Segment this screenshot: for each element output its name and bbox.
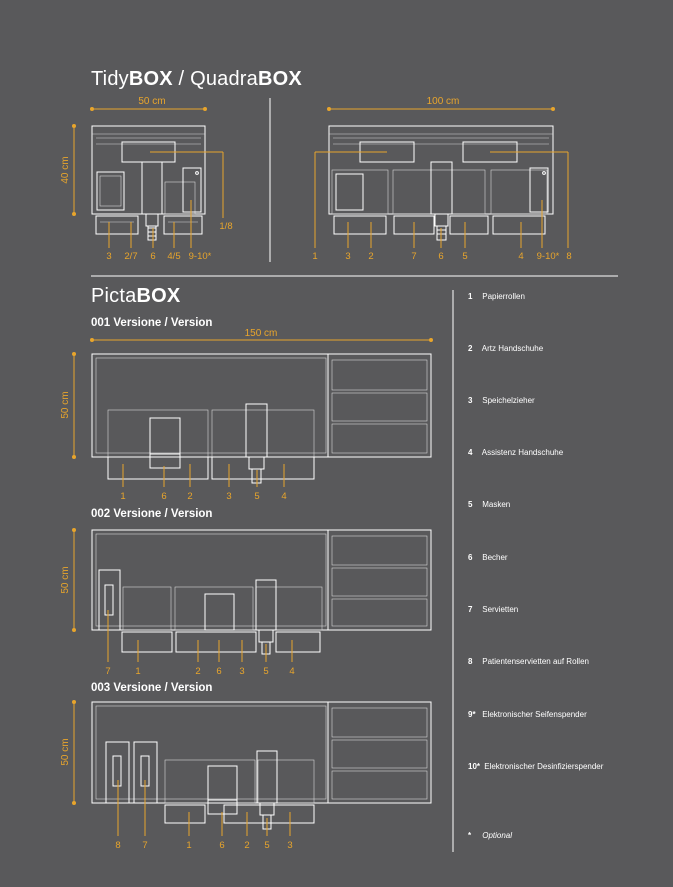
callout: 8 (115, 840, 121, 851)
callout: 2 (187, 491, 193, 502)
legend-item: 8 Patientenservietten auf Rollen (468, 657, 589, 666)
legend-item: 6 Becher (468, 553, 508, 562)
picta-002-drawing (72, 528, 431, 662)
callout: 5 (263, 666, 269, 677)
legend-item: 10* Elektronischer Desinfizierspender (468, 762, 604, 771)
callout: 1 (120, 491, 126, 502)
quadrabox-drawing (315, 107, 568, 248)
legend-item: 7 Servietten (468, 605, 519, 614)
legend-item: 1 Papierrollen (468, 292, 525, 301)
callout: 4 (289, 666, 295, 677)
callout: 3 (226, 491, 232, 502)
v002-height-label: 50 cm (60, 566, 71, 594)
legend-footnote: * Optional (468, 831, 513, 840)
callout: 6 (438, 251, 444, 262)
tidy-width-label: 50 cm (138, 96, 166, 107)
callout: 7 (142, 840, 148, 851)
v001-width-label: 150 cm (244, 328, 278, 339)
callout: 1/8 (219, 221, 233, 232)
callout: 2 (195, 666, 201, 677)
callout: 2 (244, 840, 250, 851)
callout: 6 (150, 251, 156, 262)
callout: 8 (566, 251, 572, 262)
callout: 2/7 (124, 251, 138, 262)
callout: 1 (135, 666, 141, 677)
callout: 3 (239, 666, 245, 677)
legend-item: 9* Elektronischer Seifenspender (468, 710, 587, 719)
version-003-title: 003 Versione / Version (91, 682, 213, 694)
callout: 2 (368, 251, 374, 262)
callout: 3 (287, 840, 293, 851)
callout: 9-10* (188, 251, 212, 262)
version-002-title: 002 Versione / Version (91, 508, 213, 520)
version-001-title: 001 Versione / Version (91, 317, 213, 329)
picta-title: PictaBOX (91, 285, 181, 307)
callout: 6 (219, 840, 225, 851)
tidy-height-label: 40 cm (60, 156, 71, 184)
callout: 7 (105, 666, 111, 677)
legend-item: 2 Artz Handschuhe (468, 344, 544, 353)
tidybox-drawing (72, 107, 223, 248)
callout: 5 (264, 840, 270, 851)
callout: 7 (411, 251, 417, 262)
callout: 3 (345, 251, 351, 262)
callout: 1 (312, 251, 318, 262)
v001-height-label: 50 cm (60, 391, 71, 419)
callout: 5 (254, 491, 260, 502)
callout: 4 (518, 251, 524, 262)
callout: 4 (281, 491, 287, 502)
v003-height-label: 50 cm (60, 738, 71, 766)
legend-item: 5 Masken (468, 500, 511, 509)
legend-item: 4 Assistenz Handschuhe (468, 448, 564, 457)
tidy-quadra-title: TidyBOX / QuadraBOX (91, 68, 302, 90)
callout: 9-10* (536, 251, 560, 262)
callout: 3 (106, 251, 112, 262)
callout: 1 (186, 840, 192, 851)
legend-item: 3 Speichelzieher (468, 396, 535, 405)
quadra-width-label: 100 cm (426, 96, 460, 107)
callout: 4/5 (167, 251, 181, 262)
picta-003-drawing (72, 700, 431, 836)
callout: 5 (462, 251, 468, 262)
picta-001-drawing (72, 338, 433, 487)
callout: 6 (161, 491, 167, 502)
callout: 6 (216, 666, 222, 677)
